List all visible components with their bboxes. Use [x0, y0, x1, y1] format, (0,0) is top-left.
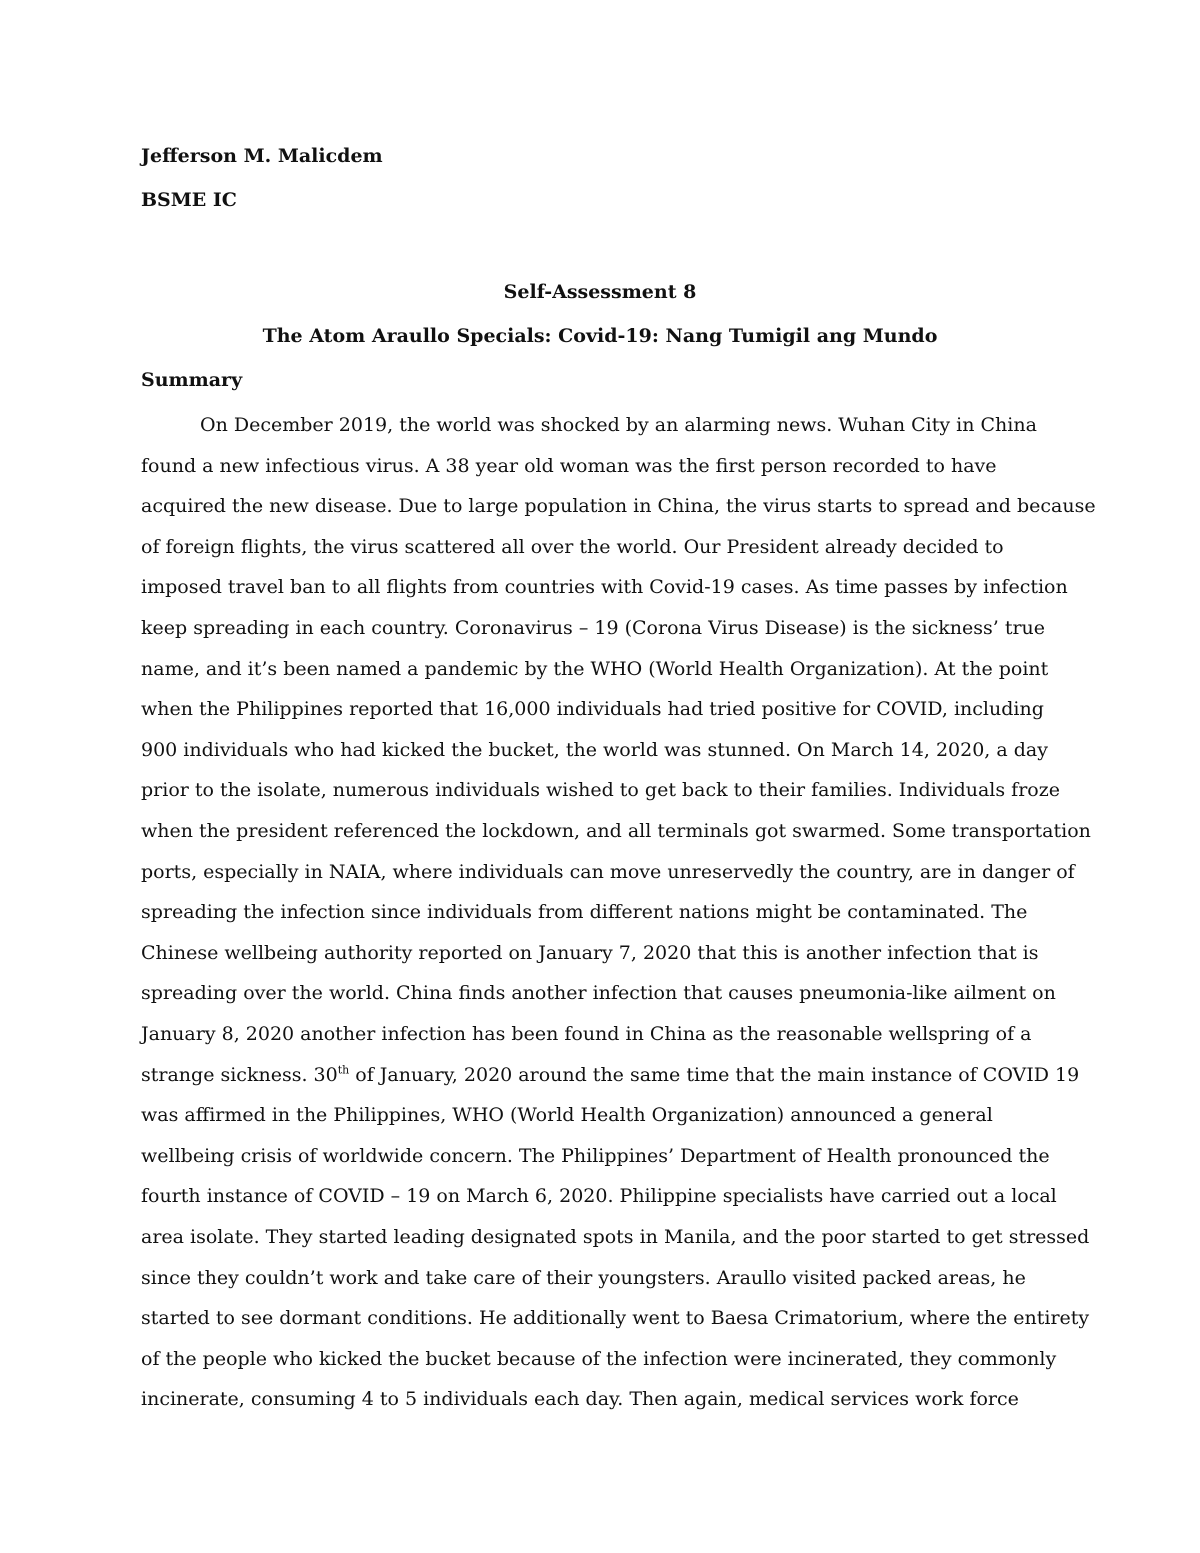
body-line: prior to the isolate, numerous individuals wished to get back to their families. Individuals froze — [141, 779, 1060, 801]
author-name: Jefferson M. Malicdem — [141, 145, 383, 167]
body-line — [141, 1061, 1079, 1089]
body-line: spreading the infection since individuals from different nations might be contaminated. The — [141, 901, 1028, 923]
body-line-text: of January, 2020 around the same time that the main instance of COVID 19 — [349, 1064, 1080, 1086]
body-line: was affirmed in the Philippines, WHO (World Health Organization) announced a general — [141, 1104, 993, 1126]
body-line: found a new infectious virus. A 38 year old woman was the first person recorded to have — [141, 455, 997, 477]
body-line: On December 2019, the world was shocked by an alarming news. Wuhan City in China — [200, 414, 1037, 436]
body-line: spreading over the world. China finds another infection that causes pneumonia-like ailment on — [141, 982, 1056, 1004]
body-line: when the president referenced the lockdown, and all terminals got swarmed. Some transportation — [141, 820, 1091, 842]
body-line: started to see dormant conditions. He additionally went to Baesa Crimatorium, where the entirety — [141, 1307, 1090, 1329]
body-line: of the people who kicked the bucket because of the infection were incinerated, they commonly — [141, 1348, 1057, 1370]
body-line: incinerate, consuming 4 to 5 individuals each day. Then again, medical services work force — [141, 1388, 1019, 1410]
body-line: area isolate. They started leading designated spots in Manila, and the poor started to get stressed — [141, 1226, 1090, 1248]
body-line: Chinese wellbeing authority reported on January 7, 2020 that this is another infection that is — [141, 942, 1039, 964]
body-line: of foreign flights, the virus scattered all over the world. Our President already decided to — [141, 536, 1004, 558]
section-heading: Summary — [141, 369, 243, 391]
body-line: since they couldn’t work and take care of their youngsters. Araullo visited packed areas, he — [141, 1267, 1026, 1289]
body-line: fourth instance of COVID – 19 on March 6, 2020. Philippine specialists have carried out a local — [141, 1185, 1057, 1207]
body-line: 900 individuals who had kicked the bucket, the world was stunned. On March 14, 2020, a day — [141, 739, 1048, 761]
course-section: BSME IC — [141, 189, 237, 211]
body-line: acquired the new disease. Due to large population in China, the virus starts to spread and because — [141, 495, 1096, 517]
body-line: imposed travel ban to all flights from countries with Covid-19 cases. As time passes by infection — [141, 576, 1068, 598]
ordinal-superscript: th — [337, 1063, 350, 1077]
body-line-text: strange sickness. 30 — [141, 1064, 338, 1086]
assessment-title: Self-Assessment 8 — [503, 281, 697, 303]
body-line: January 8, 2020 another infection has been found in China as the reasonable wellspring of a — [141, 1023, 1032, 1045]
body-line: name, and it’s been named a pandemic by the WHO (World Health Organization). At the point — [141, 658, 1049, 680]
body-line: keep spreading in each country. Coronavirus – 19 (Corona Virus Disease) is the sickness’ true — [141, 617, 1046, 639]
body-line: wellbeing crisis of worldwide concern. The Philippines’ Department of Health pronounced the — [141, 1145, 1050, 1167]
body-line: ports, especially in NAIA, where individuals can move unreservedly the country, are in danger of — [141, 861, 1075, 883]
subject-title: The Atom Araullo Specials: Covid-19: Nang Tumigil ang Mundo — [262, 325, 938, 347]
body-line: when the Philippines reported that 16,000 individuals had tried positive for COVID, including — [141, 698, 1044, 720]
